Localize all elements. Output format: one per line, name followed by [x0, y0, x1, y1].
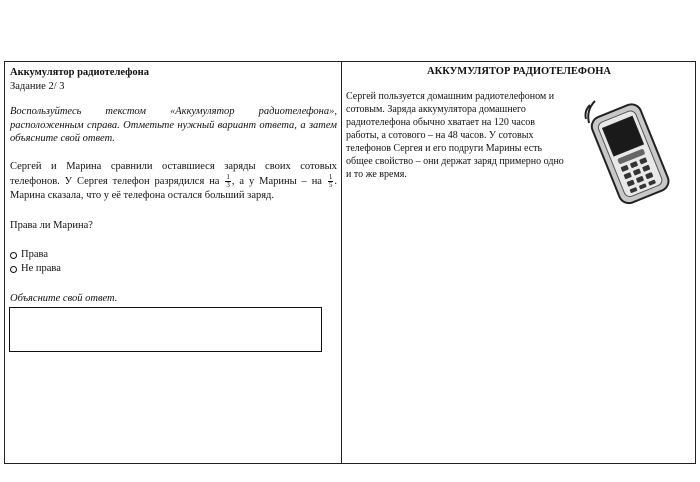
task-number: Задание 2/ 3	[10, 80, 65, 92]
radio-right[interactable]	[10, 252, 17, 259]
text-body: Сергей пользуется домашним радиотелефоном и сотовым. Заряда аккумулятора домашнего радиотелефона обычно хватает на 120 часов работы, а сотового – на 48 часов. У сотовых телефонов Сергея и его подруги Марины есть общее свойство – они держат заряд примерно одно и то же время.	[346, 91, 564, 180]
option-right-label: Права	[21, 249, 48, 261]
task-title: Аккумулятор радиотелефона	[10, 67, 149, 78]
task-instruction: Воспользуйтесь текстом «Аккумулятор радиотелефона», расположенным справа. Отметьте нужный вариант ответа, а затем объясните свой ответ.	[10, 106, 337, 144]
task-column	[10, 66, 337, 306]
option-wrong[interactable]	[10, 262, 337, 276]
cellphone-icon	[572, 95, 690, 205]
problem-part1: Сергей и Марина сравнили оставшиеся заряды своих сотовых телефонов. У Сергея телефон разрядился на	[10, 160, 337, 187]
text-title: АККУМУЛЯТОР РАДИОТЕЛЕФОНА	[427, 66, 611, 77]
explain-prompt: Объясните свой ответ.	[10, 293, 118, 304]
answer-options	[10, 248, 337, 276]
problem-text: Сергей и Марина сравнили оставшиеся заряды своих сотовых телефонов. У Сергея телефон разрядился на $\frac{1}{3}$ , а у Марины – на $\frac{1}{5}$ . Марина сказала, что у её телефона остался больший заряд.	[10, 160, 338, 201]
problem-part2: , а у Марины – на	[231, 175, 322, 187]
fraction-one-fifth: $\frac{1}{5}$	[328, 172, 333, 189]
radio-wrong[interactable]	[10, 266, 17, 273]
option-right[interactable]	[10, 248, 337, 262]
answer-textbox[interactable]	[9, 307, 322, 352]
fraction-one-third: $\frac{1}{3}$	[226, 172, 230, 189]
problem-part3: Марина сказала, что у её телефона остался больший заряд.	[10, 189, 275, 201]
option-wrong-label: Не права	[21, 263, 61, 275]
question-text: Права ли Марина?	[10, 219, 93, 231]
column-divider	[341, 61, 342, 464]
